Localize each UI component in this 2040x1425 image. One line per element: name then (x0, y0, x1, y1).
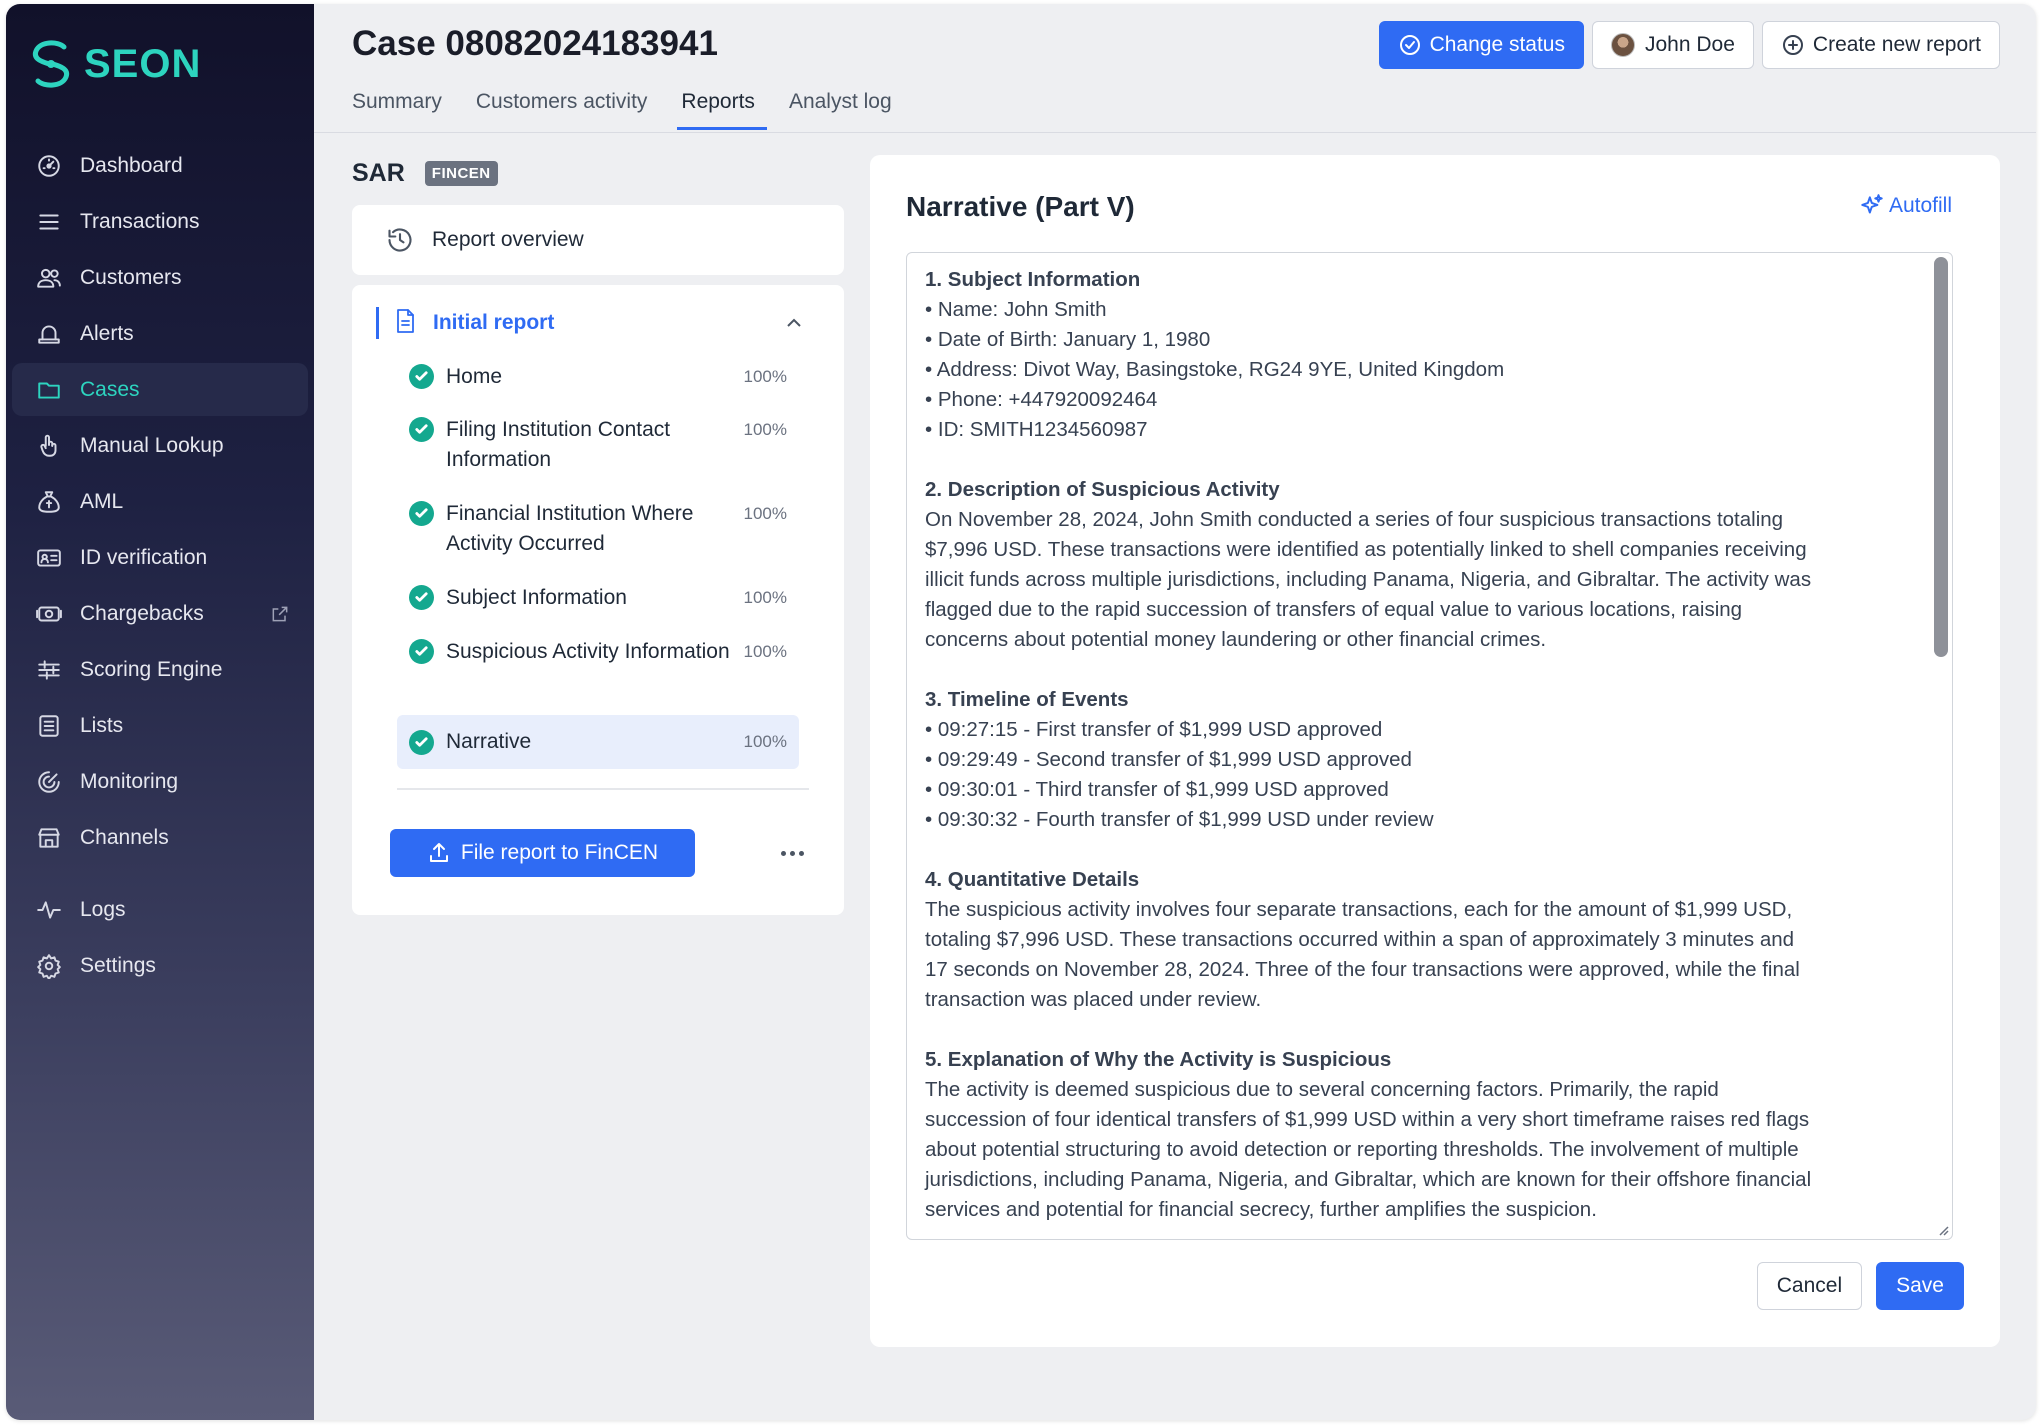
save-button[interactable]: Save (1876, 1262, 1964, 1310)
sidebar-item-channels[interactable] (12, 811, 308, 864)
text-line: • Name: John Smith (925, 298, 1107, 321)
list-doc-icon (34, 711, 64, 741)
sidebar-item-id-verification[interactable] (12, 531, 308, 584)
autofill-label: Autofill (1888, 194, 1952, 217)
step-progress: 100% (743, 420, 787, 439)
assignee-name: John Doe (1645, 33, 1735, 56)
step-progress: 100% (743, 367, 787, 386)
check-icon (409, 639, 434, 664)
step-financial-institution[interactable] (397, 499, 799, 559)
sliders-icon (34, 655, 64, 685)
dashboard-icon (34, 151, 64, 181)
narrative-section-explanation (925, 1045, 1902, 1225)
step-narrative[interactable] (397, 715, 799, 769)
create-report-button[interactable] (1762, 21, 2000, 69)
external-link-icon[interactable] (270, 604, 290, 624)
tab-analyst-log[interactable]: Analyst log (788, 90, 892, 113)
users-icon (34, 263, 64, 293)
narrative-section-timeline (925, 685, 1902, 835)
text-line: services and potential for financial secrecy, further amplifies the suspicion. (925, 1198, 1597, 1221)
change-status-button[interactable] (1379, 21, 1584, 69)
check-icon (409, 585, 434, 610)
sidebar-item-label: Alerts (80, 321, 134, 345)
file-report-label: File report to FinCEN (460, 841, 659, 864)
narrative-textarea[interactable] (906, 252, 1953, 1240)
report-header (352, 159, 498, 188)
step-progress: 100% (743, 642, 787, 661)
seon-logo-icon (28, 37, 74, 91)
assignee-button[interactable] (1592, 21, 1754, 69)
text-line: flagged due to the rapid succession of transfers of equal value to various locations, raising (925, 598, 1743, 621)
text-line: On November 28, 2024, John Smith conducted a series of four suspicious transactions totaling (925, 508, 1784, 531)
tab-summary[interactable]: Summary (352, 90, 442, 113)
sidebar-item-chargebacks[interactable] (12, 587, 308, 640)
report-overview-link[interactable] (352, 205, 844, 275)
text-line: • 09:30:32 - Fourth transfer of $1,999 USD under review (925, 808, 1434, 831)
tab-divider (314, 132, 2036, 133)
step-name: Home (446, 365, 503, 388)
sidebar-item-scoring-engine[interactable] (12, 643, 308, 696)
pulse-icon (34, 895, 64, 925)
storefront-icon (34, 823, 64, 853)
check-icon (409, 417, 434, 442)
document-icon (393, 308, 417, 339)
sidebar-item-label: ID verification (80, 545, 208, 569)
step-name: Filing Institution Contact Information (446, 418, 671, 471)
text-line: • Phone: +447920092464 (925, 388, 1158, 411)
sidebar-item-aml[interactable] (12, 475, 308, 528)
file-report-button[interactable] (390, 829, 695, 877)
alarm-bell-icon (34, 319, 64, 349)
history-icon (386, 226, 414, 254)
text-line: The activity is deemed suspicious due to several concerning factors. Primarily, the rapid (925, 1078, 1719, 1101)
sidebar-item-cases[interactable] (12, 363, 308, 416)
text-line: $7,996 USD. These transactions were identified as potentially linked to shell companies receiving (925, 538, 1807, 561)
sidebar-item-label: Transactions (80, 209, 200, 233)
text-line: • 09:29:49 - Second transfer of $1,999 USD approved (925, 748, 1412, 771)
narrative-actions (1757, 1262, 1964, 1310)
text-line: The suspicious activity involves four separate transactions, each for the amount of $1,999 USD, (925, 898, 1793, 921)
text-line: 17 seconds on November 28, 2024. Three of the four transactions were approved, while the final (925, 958, 1800, 981)
header-actions (1379, 21, 2000, 69)
sidebar-item-settings[interactable] (12, 939, 308, 992)
section-heading: 1. Subject Information (925, 268, 1141, 291)
id-card-icon (34, 543, 64, 573)
text-line: • Date of Birth: January 1, 1980 (925, 328, 1211, 351)
sidebar-item-label: Dashboard (80, 153, 183, 177)
sidebar-item-label: AML (80, 489, 124, 513)
text-line: illicit funds across multiple jurisdictions, including Panama, Nigeria, and Gibraltar. The activity was (925, 568, 1812, 591)
tab-bar (352, 86, 926, 136)
create-report-label: Create new report (1812, 33, 1981, 56)
sidebar-item-label: Chargebacks (80, 601, 204, 625)
sidebar-item-logs[interactable] (12, 883, 308, 936)
sidebar-item-lists[interactable] (12, 699, 308, 752)
brand-name: SEON (84, 41, 202, 86)
gear-icon (34, 951, 64, 981)
list-lines-icon (34, 207, 64, 237)
step-home[interactable] (397, 362, 799, 392)
section-heading: 3. Timeline of Events (925, 688, 1129, 711)
step-name: Subject Information (446, 586, 627, 609)
step-subject-information[interactable] (397, 583, 799, 613)
sidebar-item-label: Cases (80, 377, 140, 401)
tab-customers-activity[interactable]: Customers activity (475, 90, 648, 113)
scrollbar-thumb[interactable] (1934, 257, 1948, 657)
cash-icon (34, 599, 64, 629)
sidebar-item-dashboard[interactable] (12, 139, 308, 192)
step-suspicious-activity[interactable] (397, 637, 799, 697)
sparkles-icon (1859, 193, 1885, 219)
narrative-panel (870, 155, 2000, 1347)
text-line: • Address: Divot Way, Basingstoke, RG24 9YE, United Kingdom (925, 358, 1505, 381)
text-line: • ID: SMITH1234560987 (925, 418, 1148, 441)
more-options-icon[interactable] (772, 841, 812, 865)
pointer-hand-icon (34, 431, 64, 461)
chevron-up-icon[interactable] (782, 311, 806, 340)
sidebar-item-label: Manual Lookup (80, 433, 224, 457)
sidebar-item-label: Monitoring (80, 769, 179, 793)
text-line: totaling $7,996 USD. These transactions occurred within a span of approximately 3 minutes and (925, 928, 1795, 951)
section-divider (397, 788, 809, 790)
report-sections-card (352, 285, 844, 915)
step-name: Narrative (446, 730, 532, 753)
check-icon (409, 501, 434, 526)
report-badge: FINCEN (425, 161, 498, 186)
change-status-label: Change status (1429, 33, 1565, 56)
section-heading: 5. Explanation of Why the Activity is Suspicious (925, 1048, 1392, 1071)
initial-report-toggle[interactable] (376, 305, 820, 341)
money-bag-icon (34, 487, 64, 517)
app-window (6, 4, 2036, 1420)
radar-icon (34, 767, 64, 797)
report-title: SAR (352, 159, 405, 187)
section-title: Initial report (433, 311, 555, 334)
sidebar-item-label: Logs (80, 897, 126, 921)
upload-icon (427, 841, 451, 865)
sidebar-item-label: Channels (80, 825, 169, 849)
narrative-section-subject (925, 265, 1902, 445)
step-progress: 100% (743, 588, 787, 607)
step-progress: 100% (743, 504, 787, 523)
main-content (314, 4, 2036, 1420)
sidebar-item-label: Scoring Engine (80, 657, 223, 681)
sidebar-item-label: Settings (80, 953, 156, 977)
sidebar-item-customers[interactable] (12, 251, 308, 304)
tab-reports[interactable]: Reports (681, 86, 763, 130)
active-indicator (376, 307, 379, 339)
step-name: Financial Institution Where Activity Occurred (446, 502, 694, 555)
sidebar-item-transactions[interactable] (12, 195, 308, 248)
sidebar-item-manual-lookup[interactable] (12, 419, 308, 472)
plus-circle-icon (1781, 33, 1805, 57)
sidebar (6, 4, 314, 1420)
check-circle-icon (1398, 33, 1422, 57)
folder-icon (34, 375, 64, 405)
narrative-section-quantitative (925, 865, 1902, 1015)
sidebar-nav (12, 139, 308, 995)
text-line: about potential structuring to avoid detection or reporting thresholds. The involvement of multiple (925, 1138, 1799, 1161)
step-filing-institution[interactable] (397, 415, 799, 475)
narrative-text (925, 265, 1902, 1225)
sidebar-item-monitoring[interactable] (12, 755, 308, 808)
check-icon (409, 364, 434, 389)
text-line: concerns about potential money laundering or other financial crimes. (925, 628, 1547, 651)
text-line: • 09:30:01 - Third transfer of $1,999 USD approved (925, 778, 1389, 801)
sidebar-item-alerts[interactable] (12, 307, 308, 360)
text-line: • 09:27:15 - First transfer of $1,999 USD approved (925, 718, 1383, 741)
seon-logo[interactable] (28, 34, 201, 94)
step-name: Suspicious Activity Information (446, 640, 730, 663)
sidebar-item-label: Customers (80, 265, 182, 289)
text-line: transaction was placed under review. (925, 988, 1262, 1011)
nav-spacer (12, 867, 308, 883)
cancel-button[interactable]: Cancel (1757, 1262, 1862, 1310)
step-progress: 100% (743, 732, 787, 751)
section-heading: 4. Quantitative Details (925, 868, 1140, 891)
autofill-button[interactable] (1859, 193, 1952, 219)
narrative-section-description (925, 475, 1902, 655)
narrative-title: Narrative (Part V) (906, 191, 1135, 222)
text-line: succession of four identical transfers of $1,999 USD within a very short timeframe raises red flags (925, 1108, 1810, 1131)
section-heading: 2. Description of Suspicious Activity (925, 478, 1280, 501)
avatar (1611, 33, 1635, 57)
page-title: Case 08082024183941 (352, 24, 718, 63)
resize-handle-icon[interactable] (1935, 1222, 1949, 1236)
report-overview-label: Report overview (432, 228, 584, 251)
text-line: jurisdictions, including Panama, Nigeria, and Gibraltar, which are known for their offshore financial (925, 1168, 1812, 1191)
sidebar-item-label: Lists (80, 713, 124, 737)
check-icon (409, 730, 434, 755)
